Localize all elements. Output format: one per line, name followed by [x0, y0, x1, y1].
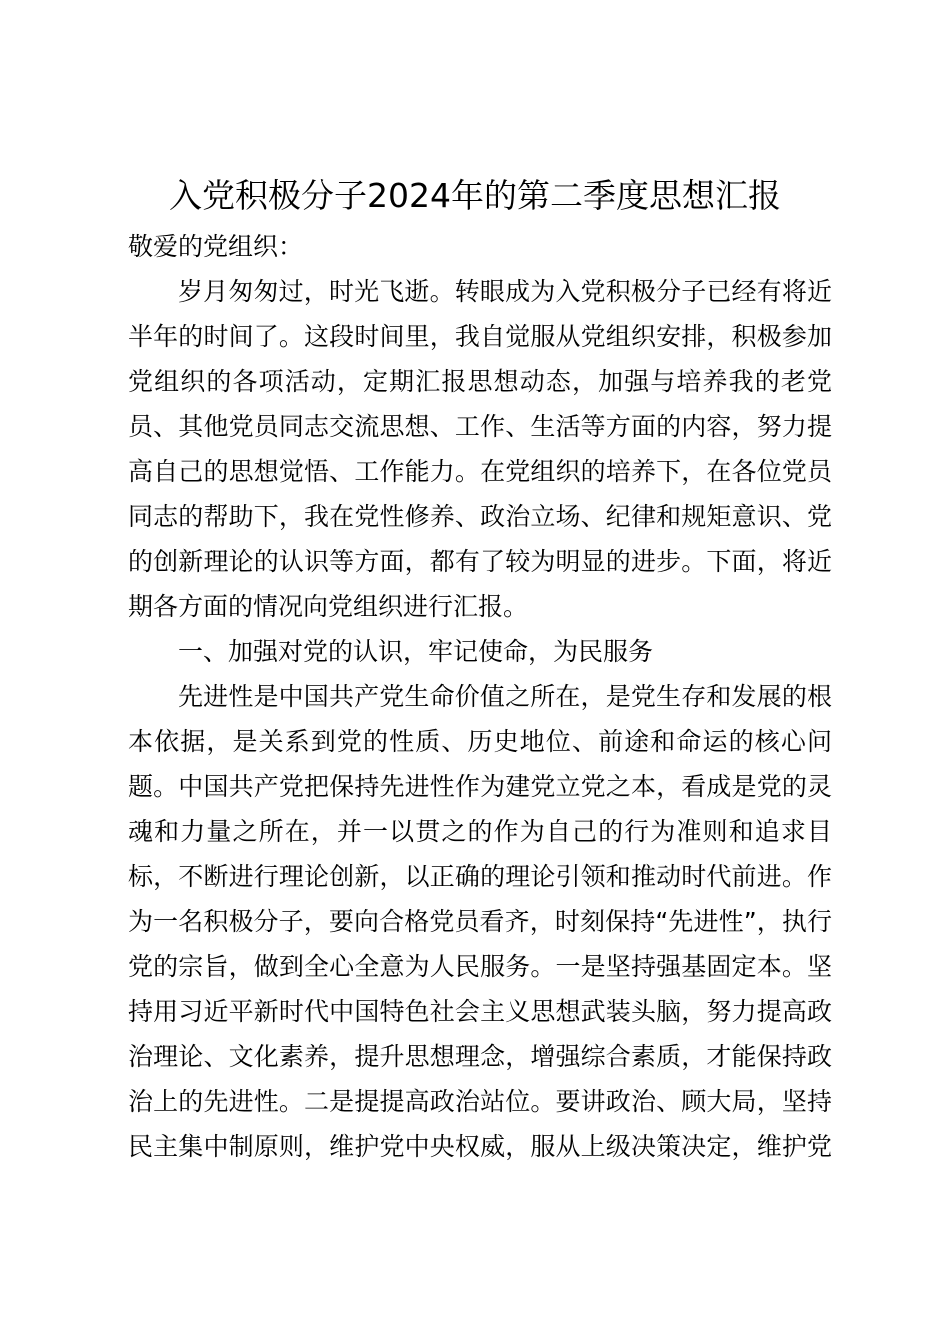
paragraph-line: 员、其他党员同志交流思想、工作、生活等方面的内容，努力提 [128, 412, 832, 441]
paragraph-section1 [128, 674, 832, 1169]
paragraph-line: 魂和力量之所在，并一以贯之的作为自己的行为准则和追求目 [128, 817, 832, 846]
paragraph-line: 的创新理论的认识等方面，都有了较为明显的进步。下面，将近 [128, 547, 832, 576]
paragraph-line: 治上的先进性。二是提提高政治站位。要讲政治、顾大局，坚持 [128, 1087, 832, 1116]
paragraph-line: 标，不断进行理论创新，以正确的理论引领和推动时代前进。作 [128, 862, 832, 891]
paragraph-line: 半年的时间了。这段时间里，我自觉服从党组织安排，积极参加 [128, 322, 832, 351]
paragraph-line: 为一名积极分子，要向合格党员看齐，时刻保持“先进性”，执行 [128, 907, 832, 936]
paragraph-line: 党的宗旨，做到全心全意为人民服务。一是坚持强基固定本。坚 [128, 952, 832, 981]
paragraph-line: 本依据，是关系到党的性质、历史地位、前途和命运的核心问 [128, 727, 832, 756]
paragraph-line: 期各方面的情况向党组织进行汇报。 [128, 592, 529, 621]
paragraph-line: 题。中国共产党把保持先进性作为建党立党之本，看成是党的灵 [128, 772, 832, 801]
paragraph-line: 高自己的思想觉悟、工作能力。在党组织的培养下，在各位党员 [128, 457, 832, 486]
paragraph-line: 岁月匆匆过，时光飞逝。转眼成为入党积极分子已经有将近 [178, 277, 832, 306]
paragraph-line: 民主集中制原则，维护党中央权威，服从上级决策决定，维护党 [128, 1132, 832, 1161]
paragraph-intro [128, 269, 832, 629]
document-title: 入党积极分子2024年的第二季度思想汇报 [169, 176, 781, 215]
document-body [128, 224, 832, 1169]
paragraph-line: 先进性是中国共产党生命价值之所在，是党生存和发展的根 [178, 682, 832, 711]
paragraph-line: 党组织的各项活动，定期汇报思想动态，加强与培养我的老党 [128, 367, 832, 396]
section-heading: 一、加强对党的认识，牢记使命，为民服务 [178, 637, 654, 666]
paragraph-line: 治理论、文化素养，提升思想理念，增强综合素质，才能保持政 [128, 1042, 832, 1071]
paragraph-line: 同志的帮助下，我在党性修养、政治立场、纪律和规矩意识、党 [128, 502, 832, 531]
paragraph-line: 持用习近平新时代中国特色社会主义思想武装头脑，努力提高政 [128, 997, 832, 1026]
salutation: 敬爱的党组织： [128, 232, 304, 261]
